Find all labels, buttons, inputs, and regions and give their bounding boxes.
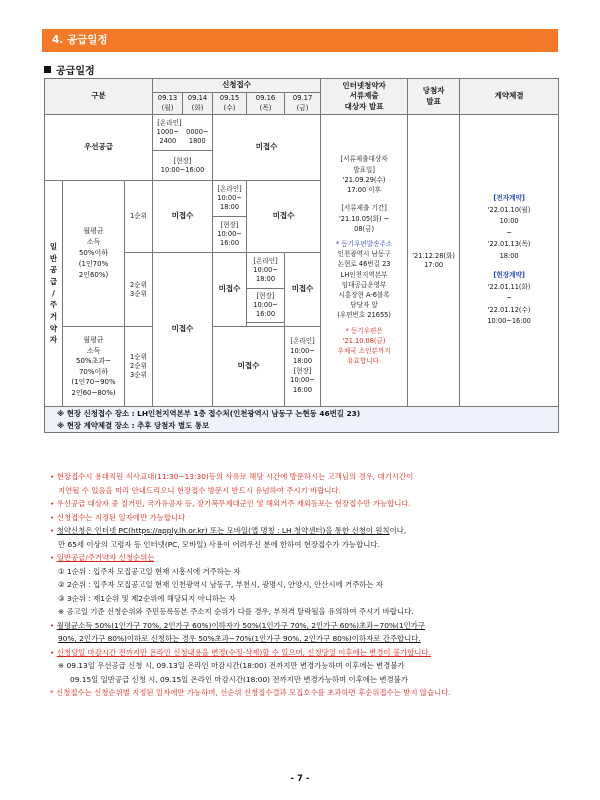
rank1-site-0915: [현장] 10:00~ 16:00	[213, 217, 247, 253]
note-1b: 지연될 수 있음을 미리 안내드리오니 현장접수 방문시 반드시 유념하여 주시기 바랍니다.	[58, 485, 341, 495]
rank23-not-accepted-a: 미접수	[153, 253, 213, 407]
rank1-not-accepted-b: 미접수	[247, 181, 321, 253]
header-doc-review: 인터넷청약자 서류제출 대상자 발표	[321, 79, 408, 115]
note-5c: ③ 3순위 : 제1순위 및 제2순위에 해당되지 아니하는 자	[58, 593, 236, 603]
note-5b: ② 2순위 : 입주자 모집공고일 현재 인천광역시 남동구, 부천시, 광명시, 안양시, 안산시에 거주하는 자	[58, 580, 384, 589]
note-2: • 우선공급 대상자 중 질거민, 국가유공자 등, 장기복무제대군인 및 해외거주 재외동포는 현장접수만 가능합니다.	[50, 499, 411, 508]
subheading: 공급일정	[44, 62, 95, 77]
doc-review-cell: [서류제출대상자 발표일] '21.09.29(수) 17:00 이후 [서류제출 기간] '21.10.05(화) ~ 08(금) * 등기우편발송주소 인천광역시 남동구 논현로 46번길 23 LH인천지역본부 임대공급운영부 시흥장현 A-6블록 담당자 앞 (우편번호 21655) * 등기우편은 '21.10.08(금) 우체국 소인분까지 유효합니다.	[321, 115, 408, 407]
rank1-label: 1순위	[125, 181, 153, 253]
note-7b: 09.15일 일반공급 신청 시, 09.15일 온라인 마감시간(18:00) 전까지만 변경가능하며 이후에는 변경불가	[70, 674, 408, 684]
note-3: • 신청접수는 지정된 일자에만 가능합니다	[50, 512, 186, 522]
rank1-online-0915: [온라인] 10:00~ 18:00	[213, 181, 247, 217]
note-4b: 만 65세 이상의 고령자 등 인터넷(PC, 모바일) 사용이 어려우신 분에 한하여 현장접수가 가능합니다.	[58, 539, 380, 549]
rank23-label: 2순위 3순위	[125, 253, 153, 327]
income-50-70: 월평균 소득 50%초과~ 70%이하 (1인70~90% 2인60~80%)	[63, 327, 125, 407]
schedule-table	[44, 78, 559, 433]
note-7a: ※ 09.13일 우선공급 신청 시, 09.13일 온라인 마감시간(18:00) 전까지만 변경가능하며 이후에는 변경불가	[58, 661, 405, 670]
priority-not-accepted: 미접수	[213, 115, 321, 181]
header-gubun: 구분	[45, 79, 153, 115]
priority-online-0914: 0000~ 1800	[183, 115, 213, 151]
date-0914: 09.14 (화)	[183, 93, 213, 115]
income-under-50: 월평균 소득 50%이하 (1인70% 2인60%)	[63, 181, 125, 327]
note-6b: 90%, 2인가구 80%)이하로 신청하는 경우 50%초과~70%(1인가구 90%, 2인가구 80%)이하자로 간주합니다.	[58, 634, 421, 643]
general-vertical-label: 일 반 공 급 / 주 거 약 자	[45, 181, 63, 407]
section-banner	[42, 29, 558, 52]
date-0913: 09.13 (월)	[153, 93, 183, 115]
note-8: * 신청접수는 신청순위별 지정된 일자에만 가능하며, 선순위 신청접수결과 모집호수를 초과하면 후순위접수는 받지 않습니다.	[50, 688, 451, 697]
date-0917: 09.17 (금)	[285, 93, 321, 115]
note-7: • 신청당일 마감시간 전까지만 온라인 신청내용을 변경(수정·삭제)할 수 있으며, 신청당일 이후에는 변경이 불가합니다.	[50, 647, 431, 657]
date-0915: 09.15 (수)	[213, 93, 247, 115]
note-1: • 현장접수시 용대직원 식사교대(11:30~13:30)등의 사유로 해당 시간에 방문하시는 고객님의 경우, 대기시간이	[50, 472, 414, 481]
rank23-site-0916: [현장] 10:00~ 16:00	[247, 289, 285, 323]
rank123-not-accepted: 미접수	[213, 327, 285, 407]
note-4: • 청약신청은 인터넷 PC(https://apply.lh.or.kr) 또는 모바일(앱 명칭 : LH 청약센터)을 통한 신청이 원칙이나,	[50, 526, 407, 535]
rank23-not-accepted-c: 미접수	[285, 253, 321, 327]
date-0916: 09.16 (목)	[247, 93, 285, 115]
square-bullet-icon	[44, 66, 51, 73]
table-footnotes: ※ 현장 신청접수 장소 : LH인천지역본부 1층 접수처(인천광역시 남동구 논현동 46번길 23) ※ 현장 계약체결 장소 : 추후 당첨자 별도 통보	[45, 407, 559, 433]
header-apply: 신청접수	[153, 79, 321, 93]
note-5: • 일반공급/주거약자 신청순위는	[50, 553, 155, 562]
note-6: • 월평균소득 50%(1인가구 70%, 2인가구 60%)이하자가 50%(1인가구 70%, 2인가구 60%)초과~70%(1인가구	[50, 620, 425, 630]
section-title: 4. 공급일정	[52, 34, 108, 46]
page-number: - 7 -	[290, 774, 310, 784]
header-winner: 당첨자 발표	[408, 79, 460, 115]
rank123-label: 1순위 2순위 3순위	[125, 327, 153, 407]
winner-cell: '21.12.28(화) 17:00	[408, 115, 460, 407]
contract-cell: [전자계약] '22.01.10(월) 10:00 ~ '22.01.13(목) 18:00 [현장계약] '22.01.11(화) ~ '22.01.12(수) 10:00~16:00	[460, 115, 559, 407]
priority-online-0913: [온라인] 1000~ 2400	[153, 115, 183, 151]
rank23-not-accepted-b: 미접수	[213, 253, 247, 327]
note-5a: ① 1순위 : 입주자 모집공고일 현재 시흥시에 거주하는 자	[58, 566, 241, 576]
header-contract: 계약체결	[460, 79, 559, 115]
rank1-not-accepted-a: 미접수	[153, 181, 213, 253]
note-5d: ※ 공고일 기준 신청순위와 주민등록등본 주소지 순위가 다를 경우, 부적격 탈락될을 유의하여 주시기 바랍니다.	[58, 607, 414, 616]
priority-supply-label: 우선공급	[45, 115, 153, 181]
notes-list	[50, 470, 560, 700]
priority-site-time: [현장] 10:00~16:00	[153, 151, 213, 181]
rank23-online-0916: [온라인] 10:00~ 18:00	[247, 253, 285, 289]
rank123-times-0917: [온라인] 10:00~ 18:00 [현장] 10:00~ 16:00	[285, 327, 321, 407]
